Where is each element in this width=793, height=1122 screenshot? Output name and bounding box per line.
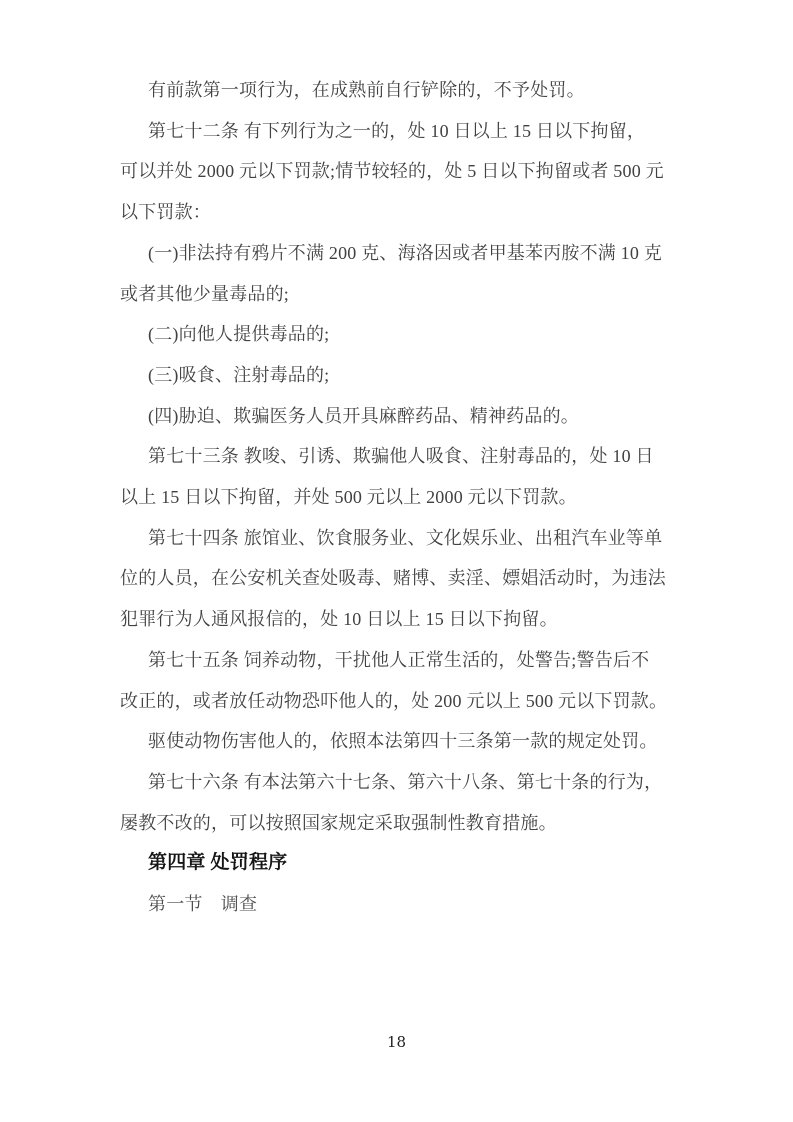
text-line: 第七十六条 有本法第六十七条、第六十八条、第七十条的行为， <box>148 771 663 792</box>
text-line: 或者其他少量毒品的; <box>120 283 289 304</box>
text-line: (三)吸食、注射毒品的; <box>148 364 330 385</box>
section-heading: 第一节 调查 <box>148 894 258 915</box>
text-line: 位的人员，在公安机关查处吸毒、赌博、卖淫、嫖娼活动时，为违法 <box>120 568 666 589</box>
text-line: 可以并处 2000 元以下罚款;情节较轻的，处 5 日以下拘留或者 500 元 <box>120 161 664 182</box>
page-number: 18 <box>386 1033 407 1051</box>
text-line: 第七十二条 有下列行为之一的，处 10 日以上 15 日以下拘留， <box>148 120 646 141</box>
text-line: 第七十三条 教唆、引诱、欺骗他人吸食、注射毒品的，处 10 日 <box>148 446 654 467</box>
text-line: 第七十四条 旅馆业、饮食服务业、文化娱乐业、出租汽车业等单 <box>148 527 663 548</box>
document-body <box>120 70 677 925</box>
text-line: (二)向他人提供毒品的; <box>148 324 330 345</box>
text-line: 第七十五条 饲养动物，干扰他人正常生活的，处警告;警告后不 <box>148 649 650 670</box>
text-line: 驱使动物伤害他人的，依照本法第四十三条第一款的规定处罚。 <box>148 731 658 752</box>
text-line: 有前款第一项行为，在成熟前自行铲除的，不予处罚。 <box>148 80 585 100</box>
text-line: 犯罪行为人通风报信的，处 10 日以上 15 日以下拘留。 <box>120 609 558 630</box>
text-line: 以下罚款： <box>120 202 211 223</box>
chapter-heading: 第四章 处罚程序 <box>148 852 288 874</box>
text-line: 以上 15 日以下拘留，并处 500 元以上 2000 元以下罚款。 <box>120 487 577 508</box>
text-line: 改正的，或者放任动物恐吓他人的，处 200 元以上 500 元以下罚款。 <box>120 690 668 711</box>
text-line: 屡教不改的，可以按照国家规定采取强制性教育措施。 <box>120 812 557 833</box>
text-line: (四)胁迫、欺骗医务人员开具麻醉药品、精神药品的。 <box>148 405 579 426</box>
text-line: (一)非法持有鸦片不满 200 克、海洛因或者甲基苯丙胺不满 10 克 <box>148 242 662 263</box>
